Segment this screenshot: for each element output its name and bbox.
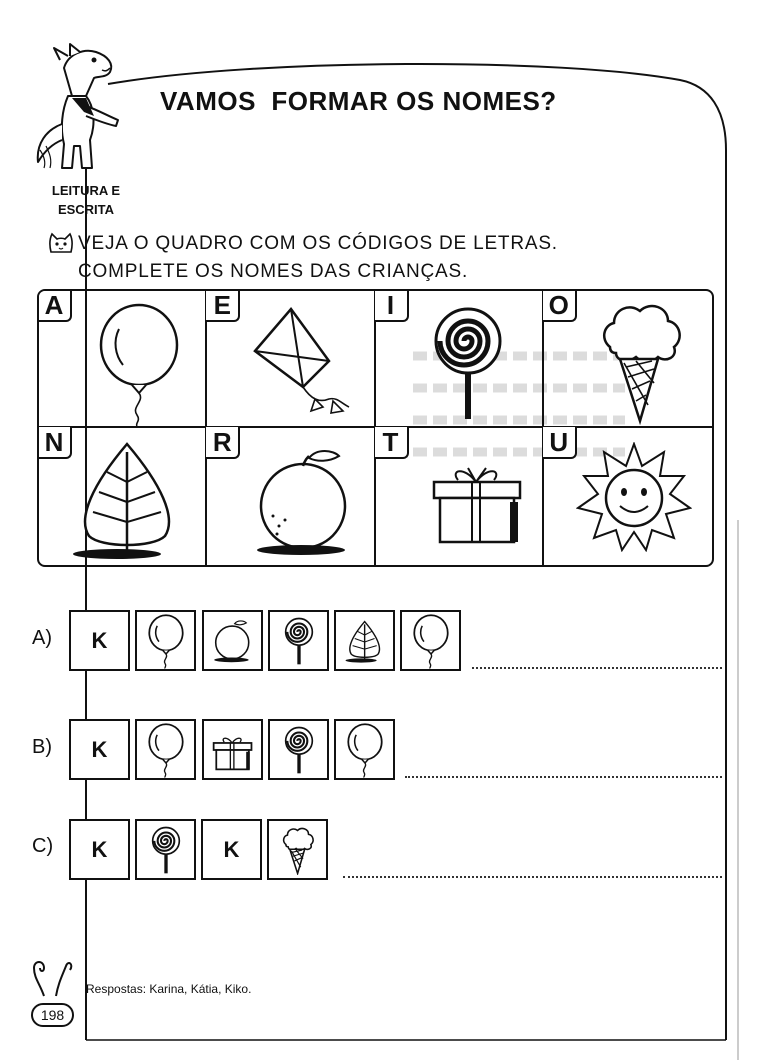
page-title: VAMOS FORMAR OS NOMES? [160, 86, 557, 116]
ice-cream-icon [280, 825, 316, 875]
picture-box [135, 610, 196, 671]
gift-icon [428, 448, 528, 548]
code-letter: K [223, 836, 240, 862]
picture-box [334, 719, 395, 780]
picture-box [202, 719, 263, 780]
code-letter: A [38, 290, 72, 322]
code-letter: T [375, 427, 409, 459]
balloon-icon [89, 301, 189, 426]
letter-code-table [37, 289, 714, 567]
lollipop-icon [281, 616, 317, 666]
lollipop-icon [148, 825, 184, 875]
letter-box [69, 819, 130, 880]
horse-mascot-icon [24, 40, 134, 180]
picture-box [268, 610, 329, 671]
answers-footnote: Respostas: Karina, Kátia, Kiko. [86, 982, 252, 996]
letter-box [69, 610, 130, 671]
code-letter: O [543, 290, 577, 322]
instruction-line-1: VEJA O QUADRO COM OS CÓDIGOS DE LETRAS. [78, 233, 558, 254]
leaf-icon [63, 438, 193, 560]
exercise-label-b: B) [32, 736, 52, 758]
exercise-label-a: A) [32, 627, 52, 649]
code-letter: K [91, 736, 108, 762]
picture-box [267, 819, 328, 880]
instruction-line-2: COMPLETE OS NOMES DAS CRIANÇAS. [78, 261, 469, 282]
kite-icon [245, 303, 365, 423]
answer-line-b[interactable] [405, 776, 722, 778]
code-letter: N [38, 427, 72, 459]
page-number: 198 [31, 1003, 74, 1027]
picture-box [334, 610, 395, 671]
orange-icon [255, 446, 355, 558]
answer-line-c[interactable] [343, 876, 722, 878]
code-cell-i [376, 291, 544, 428]
cat-face-icon [48, 232, 74, 254]
balloon-icon [343, 722, 387, 778]
leaf-icon [342, 618, 388, 664]
picture-box [400, 610, 461, 671]
picture-box [202, 610, 263, 671]
lollipop-icon [281, 725, 317, 775]
code-cell-t [376, 428, 544, 565]
code-cell-n [39, 428, 207, 565]
code-letter: U [543, 427, 577, 459]
code-letter: E [206, 290, 240, 322]
letter-box [201, 819, 262, 880]
code-cell-o [544, 291, 712, 428]
code-cell-r [207, 428, 375, 565]
code-letter: I [375, 290, 409, 322]
balloon-icon [144, 722, 188, 778]
section-label: LEITURA E ESCRITA [51, 183, 121, 217]
sun-icon [576, 442, 692, 552]
code-cell-u [544, 428, 712, 565]
balloon-icon [144, 613, 188, 669]
code-letter: K [91, 836, 108, 862]
orange-icon [213, 619, 253, 663]
balloon-icon [409, 613, 453, 669]
letter-box [69, 719, 130, 780]
picture-box [135, 719, 196, 780]
code-cell-e [207, 291, 375, 428]
bug-antennae-icon [30, 956, 74, 998]
exercise-label-c: C) [32, 835, 54, 857]
picture-box [268, 719, 329, 780]
picture-box [135, 819, 196, 880]
code-cell-a [39, 291, 207, 428]
lollipop-icon [428, 303, 508, 423]
code-letter: K [91, 627, 108, 653]
gift-icon [211, 728, 255, 772]
answer-line-a[interactable] [472, 667, 722, 669]
code-letter: R [206, 427, 240, 459]
ice-cream-icon [596, 297, 686, 425]
